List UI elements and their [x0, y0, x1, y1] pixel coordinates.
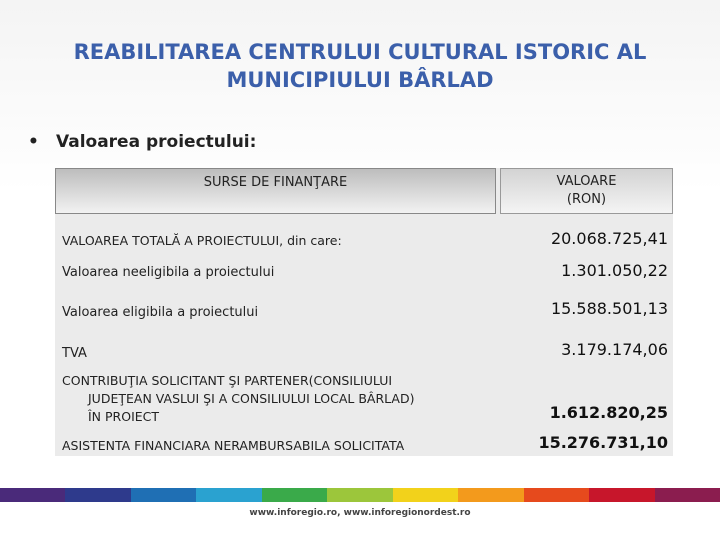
row-value-total: 20.068.725,41	[550, 229, 668, 248]
color-stripe-segment	[589, 488, 654, 502]
color-stripe-segment	[262, 488, 327, 502]
color-stripe-segment	[393, 488, 458, 502]
row-label-vat: TVA	[62, 346, 87, 361]
contribution-line-3: ÎN PROIECT	[88, 409, 160, 424]
color-stripe-segment	[0, 488, 65, 502]
color-stripe-segment	[458, 488, 523, 502]
row-value-ineligible: 1.301.050,22	[561, 261, 668, 280]
row-value-contribution: 1.612.820,25	[549, 403, 668, 422]
row-label-eligible: Valoarea eligibila a proiectului	[62, 305, 259, 320]
row-label-contribution	[62, 372, 414, 426]
row-value-vat: 3.179.174,06	[561, 340, 668, 359]
color-stripe-segment	[327, 488, 392, 502]
title-line-1: REABILITAREA CENTRULUI CULTURAL ISTORIC AL	[73, 40, 647, 64]
bullet-dot-icon: •	[28, 132, 39, 152]
bullet-text: Valoarea proiectului:	[56, 132, 257, 152]
color-stripe-segment	[524, 488, 589, 502]
color-stripe-segment	[655, 488, 720, 502]
contribution-line-1: CONTRIBUŢIA SOLICITANT ŞI PARTENER(CONSILIULUI	[62, 373, 393, 388]
slide-title	[40, 38, 680, 94]
header-value-line-1: VALOARE	[556, 174, 617, 189]
color-stripe-segment	[131, 488, 196, 502]
color-stripe-bar	[0, 488, 720, 502]
color-stripe-segment	[196, 488, 261, 502]
row-value-eligible: 15.588.501,13	[550, 299, 668, 318]
row-label-grant: ASISTENTA FINANCIARA NERAMBURSABILA SOLICITATA	[62, 438, 405, 453]
row-label-ineligible: Valoarea neeligibila a proiectului	[62, 265, 275, 280]
header-sources: SURSE DE FINANŢARE	[55, 168, 496, 214]
header-value-line-2: (RON)	[566, 192, 607, 207]
title-line-2: MUNICIPIULUI BÂRLAD	[226, 68, 494, 92]
contribution-line-2: JUDEŢEAN VASLUI ŞI A CONSILIULUI LOCAL BÂRLAD)	[88, 391, 415, 406]
row-label-total: VALOAREA TOTALĂ A PROIECTULUI, din care:	[62, 233, 342, 248]
bullet-item	[28, 132, 256, 152]
color-stripe-segment	[65, 488, 130, 502]
header-value	[500, 168, 673, 214]
footer-links: www.inforegio.ro, www.inforegionordest.ro	[249, 508, 471, 518]
row-value-grant: 15.276.731,10	[538, 433, 668, 452]
